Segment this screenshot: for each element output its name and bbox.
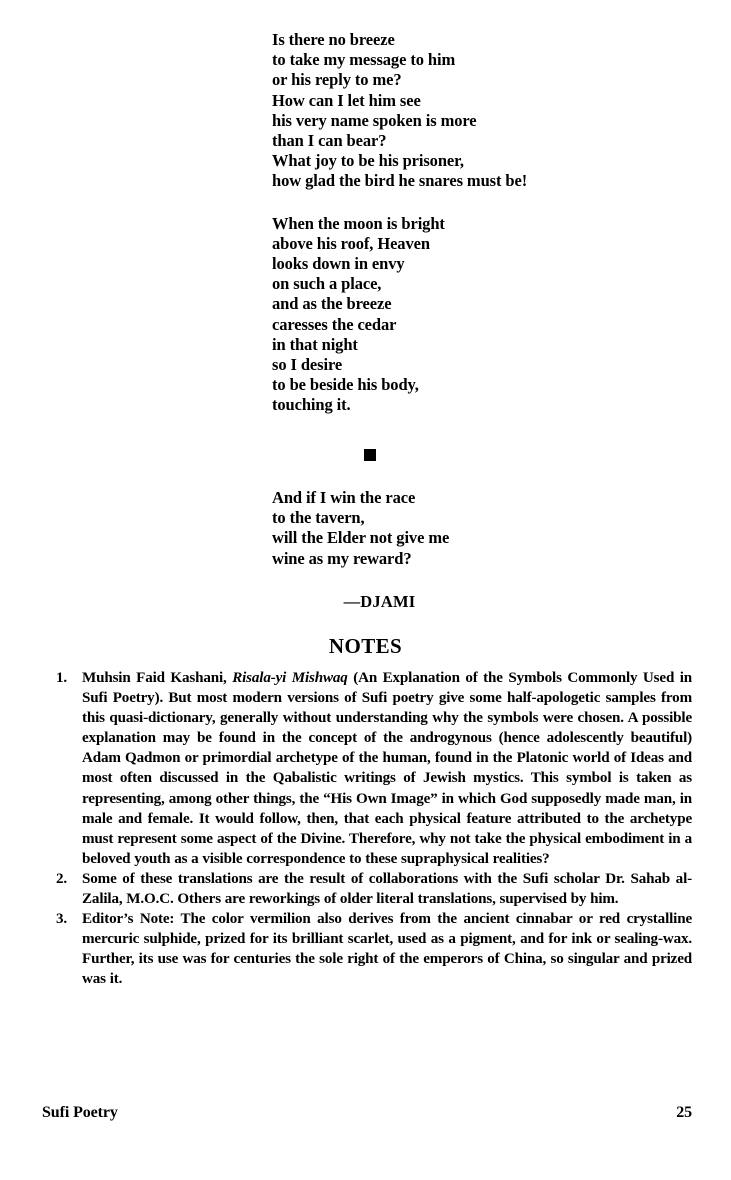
poem-line: wine as my reward? bbox=[272, 548, 412, 568]
section-divider bbox=[0, 448, 731, 466]
poem-line: in that night bbox=[272, 334, 358, 354]
poem-line: and as the breeze bbox=[272, 294, 392, 314]
poem-line: to be beside his body, bbox=[272, 375, 419, 395]
poem-line: or his reply to me? bbox=[272, 70, 402, 90]
poem-line: will the Elder not give me bbox=[272, 528, 450, 548]
note-item bbox=[56, 668, 692, 869]
note-text bbox=[82, 668, 692, 869]
poem-attribution: —DJAMI bbox=[343, 592, 416, 611]
poem-line: how glad the bird he snares must be! bbox=[272, 171, 528, 191]
page-number: 25 bbox=[676, 1104, 692, 1121]
poem-line: How can I let him see bbox=[272, 90, 421, 110]
poem-final-stanza bbox=[272, 488, 692, 569]
note-text-segment: (An Explanation of the Symbols Commonly Used in Sufi Poetry). But most modern versions of Sufi poetry give some half-apologetic samples from this quasi-dictionary, generally without understanding why the symbols were chosen. A possible explanation may be found in the concept of the androgynous (hence adolescently beautiful) Adam Qadmon or primordial archetype of the human, found in the Platonic world of Ideas and most often discussed in the Qabalistic writings of Jewish mystics. This symbol is taken as representing, among other things, the “His Own Image” in which God supposedly made man, in male and female. It would follow, then, that each physical feature attributed to the archetype must represent some aspect of the Divine. Therefore, why not take the physical embodiment in a beloved youth as a visible correspondence to these supraphysical realities? bbox=[82, 670, 692, 867]
poem-line: caresses the cedar bbox=[272, 314, 397, 334]
note-marker: 1. bbox=[56, 670, 68, 686]
poem-line: to take my message to him bbox=[272, 50, 456, 70]
note-item bbox=[56, 909, 692, 989]
poem-line: on such a place, bbox=[272, 274, 382, 294]
poem-stanza bbox=[272, 214, 692, 416]
poem-line: touching it. bbox=[272, 395, 351, 415]
poem-line: his very name spoken is more bbox=[272, 110, 477, 130]
note-text-segment: The color vermilion also derives from the ancient cinnabar or red crystalline mercuric sulphide, prized for its brilliant scarlet, used as a pigment, and for ink or sealing-wax. Further, its use was for centuries the sole right of the emperors of China, so singular and prized was it. bbox=[82, 911, 692, 988]
poem-line: looks down in envy bbox=[272, 254, 405, 274]
note-marker: 3. bbox=[56, 911, 68, 928]
poem-stanza bbox=[272, 30, 692, 192]
poem-line: above his roof, Heaven bbox=[272, 233, 430, 253]
note-text-segment: Editor’s Note: bbox=[82, 911, 175, 928]
poem-line: to the tavern, bbox=[272, 508, 365, 528]
running-title: Sufi Poetry bbox=[42, 1104, 118, 1121]
page-footer bbox=[42, 1104, 692, 1122]
poem-line: What joy to be his prisoner, bbox=[272, 151, 464, 171]
notes-heading: NOTES bbox=[328, 634, 403, 658]
note-text-segment: Risala-yi Mishwaq bbox=[232, 670, 348, 686]
note-marker: 2. bbox=[56, 870, 68, 887]
note-item bbox=[56, 869, 692, 909]
notes-list bbox=[56, 668, 692, 990]
poem-line: so I desire bbox=[272, 355, 343, 375]
poem-line: And if I win the race bbox=[272, 488, 416, 507]
poem-body bbox=[272, 30, 692, 438]
note-text-segment: Some of these translations are the result of collaborations with the Sufi scholar Dr. Sahab al-Zalila, M.O.C. Others are reworkings of older literal translations, supervised by him. bbox=[82, 870, 692, 908]
poem-line: When the moon is bright bbox=[272, 213, 445, 233]
poem-line: than I can bear? bbox=[272, 131, 387, 151]
note-text bbox=[82, 869, 692, 909]
poem-line: Is there no breeze bbox=[272, 30, 395, 49]
filled-square-icon bbox=[364, 449, 376, 461]
note-text bbox=[82, 909, 692, 989]
note-text-segment: Muhsin Faid Kashani, bbox=[82, 670, 233, 686]
